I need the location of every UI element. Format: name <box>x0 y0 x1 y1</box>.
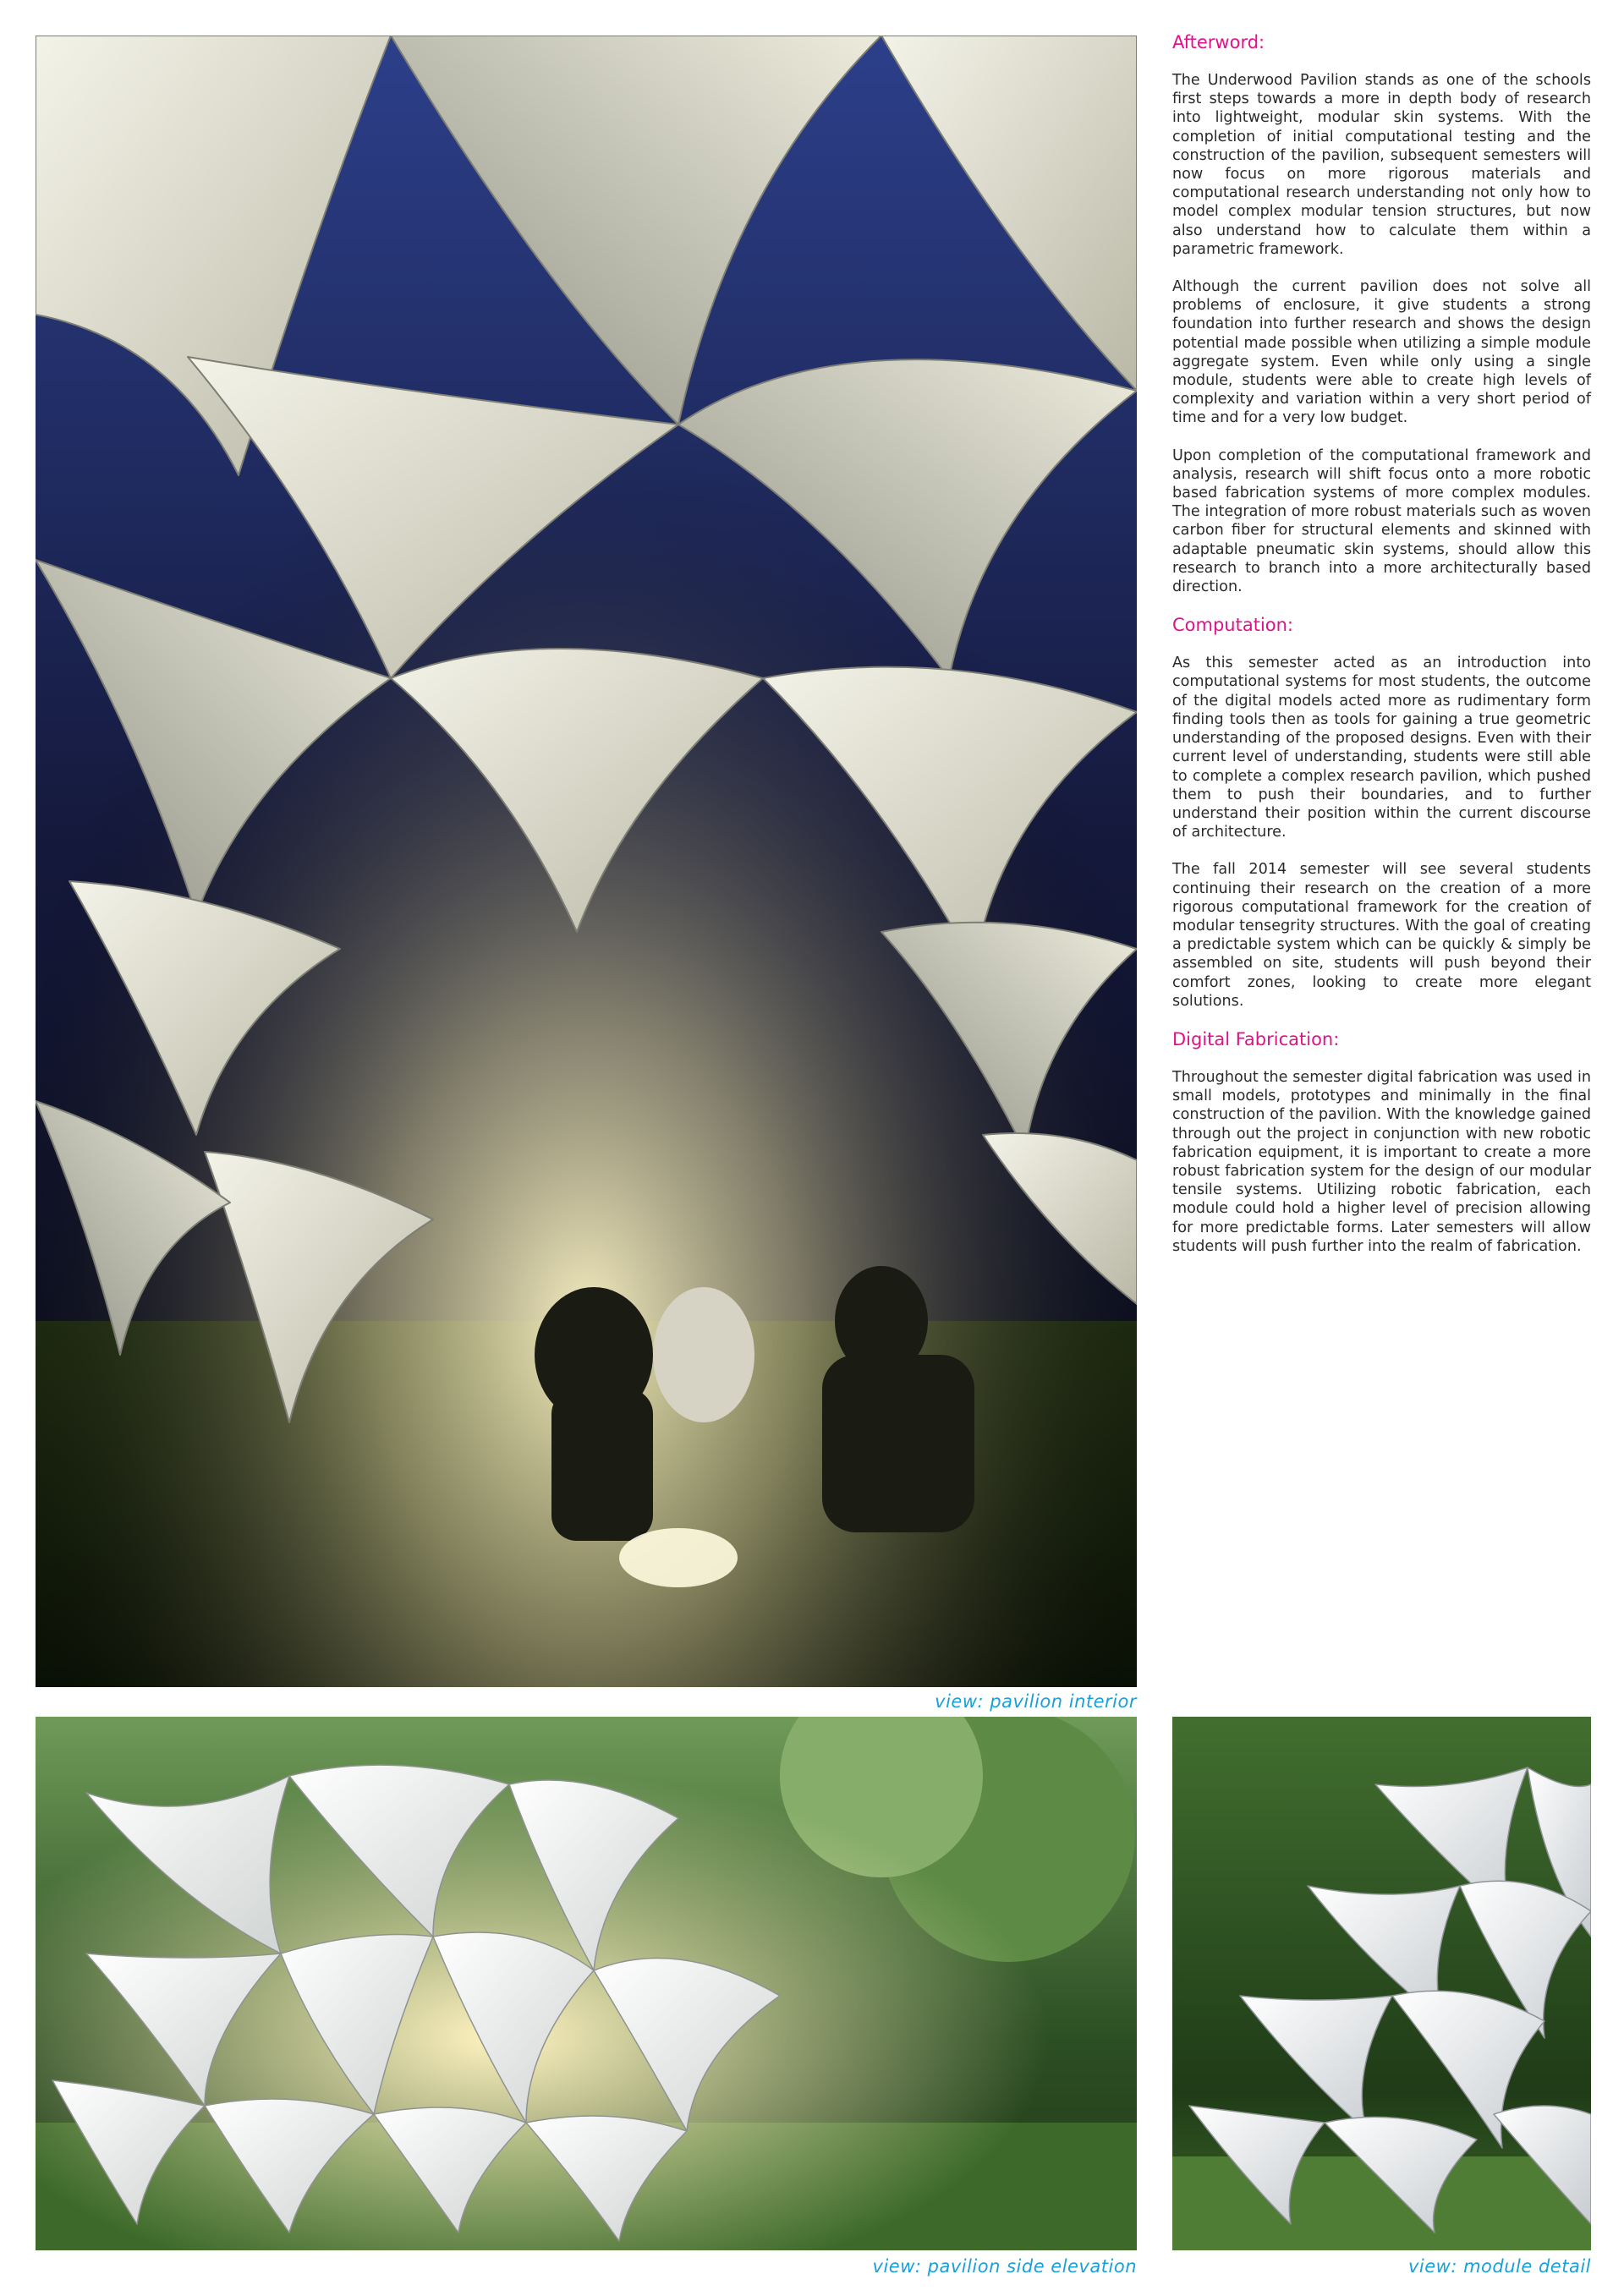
body-paragraph: As this semester acted as an introduction into computational systems for most students, the outcome of the digital models acted more as rudimentary form finding tools then as tools for gaining a true geometric understanding of the proposed designs. Even with their current level of understanding, students were still able to complete a complex research pavilion, which pushed them to push their boundaries, and to further understand their position within the current discourse of architecture. <box>1172 655 1591 841</box>
section-heading: Digital Fabrication: <box>1172 1028 1340 1049</box>
module-detail-image <box>1172 1717 1591 2250</box>
pavilion-interior-image <box>36 36 1137 1687</box>
pavilion-side-photo <box>36 1717 1137 2250</box>
section-heading: Afterword: <box>1172 32 1265 52</box>
module-detail-photo <box>1172 1717 1591 2250</box>
section-computation <box>1172 615 1591 1011</box>
body-paragraph: Upon completion of the computational framework and analysis, research will shift focus onto a more robotic based fabrication systems of more complex modules. The integration of more robust materials such as woven carbon fiber for structural elements and skinned with adaptable pneumatic skin systems, should allow this research to branch into a more architecturally based direction. <box>1172 447 1591 596</box>
caption-pavilion-side-elevation: view: pavilion side elevation <box>872 2256 1137 2277</box>
section-afterword <box>1172 32 1591 596</box>
pavilion-side-image <box>36 1717 1137 2250</box>
caption-module-detail: view: module detail <box>1407 2256 1591 2277</box>
pavilion-interior-photo <box>36 36 1137 1687</box>
text-column <box>1172 32 1591 1274</box>
section-heading: Computation: <box>1172 615 1294 636</box>
body-paragraph: The fall 2014 semester will see several students continuing their research on the creation of a more rigorous computational framework for the creation of modular tensegrity structures. With the goal of creating a predictable system which can be quickly & simply be assembled on site, students will push beyond their comfort zones, looking to create more elegant solutions. <box>1172 861 1591 1010</box>
section-digital-fabrication <box>1172 1029 1591 1256</box>
caption-pavilion-interior: view: pavilion interior <box>935 1691 1137 1712</box>
body-paragraph: Throughout the semester digital fabrication was used in small models, prototypes and minimally in the final construction of the pavilion. With the knowledge gained through out the project in conjunction with new robotic fabrication equipment, it is important to create a more robust fabrication system for the design of our modular tensile systems. Utilizing robotic fabrication, each module could hold a higher level of precision allowing for more predictable forms. Later semesters will allow students will push further into the realm of fabrication. <box>1172 1068 1591 1255</box>
body-paragraph: The Underwood Pavilion stands as one of the schools first steps towards a more in depth body of research into lightweight, modular skin systems. With the completion of initial computational testing and the construction of the pavilion, subsequent semesters will now focus on more rigorous materials and computational research understanding not only how to model complex modular tension structures, but now also understand how to calculate them within a parametric framework. <box>1172 72 1591 258</box>
body-paragraph: Although the current pavilion does not solve all problems of enclosure, it give students a strong foundation into further research and shows the design potential made possible when utilizing a simple module aggregate system. Even while only using a single module, students were able to create high levels of complexity and variation within a very short period of time and for a very low budget. <box>1172 278 1591 427</box>
